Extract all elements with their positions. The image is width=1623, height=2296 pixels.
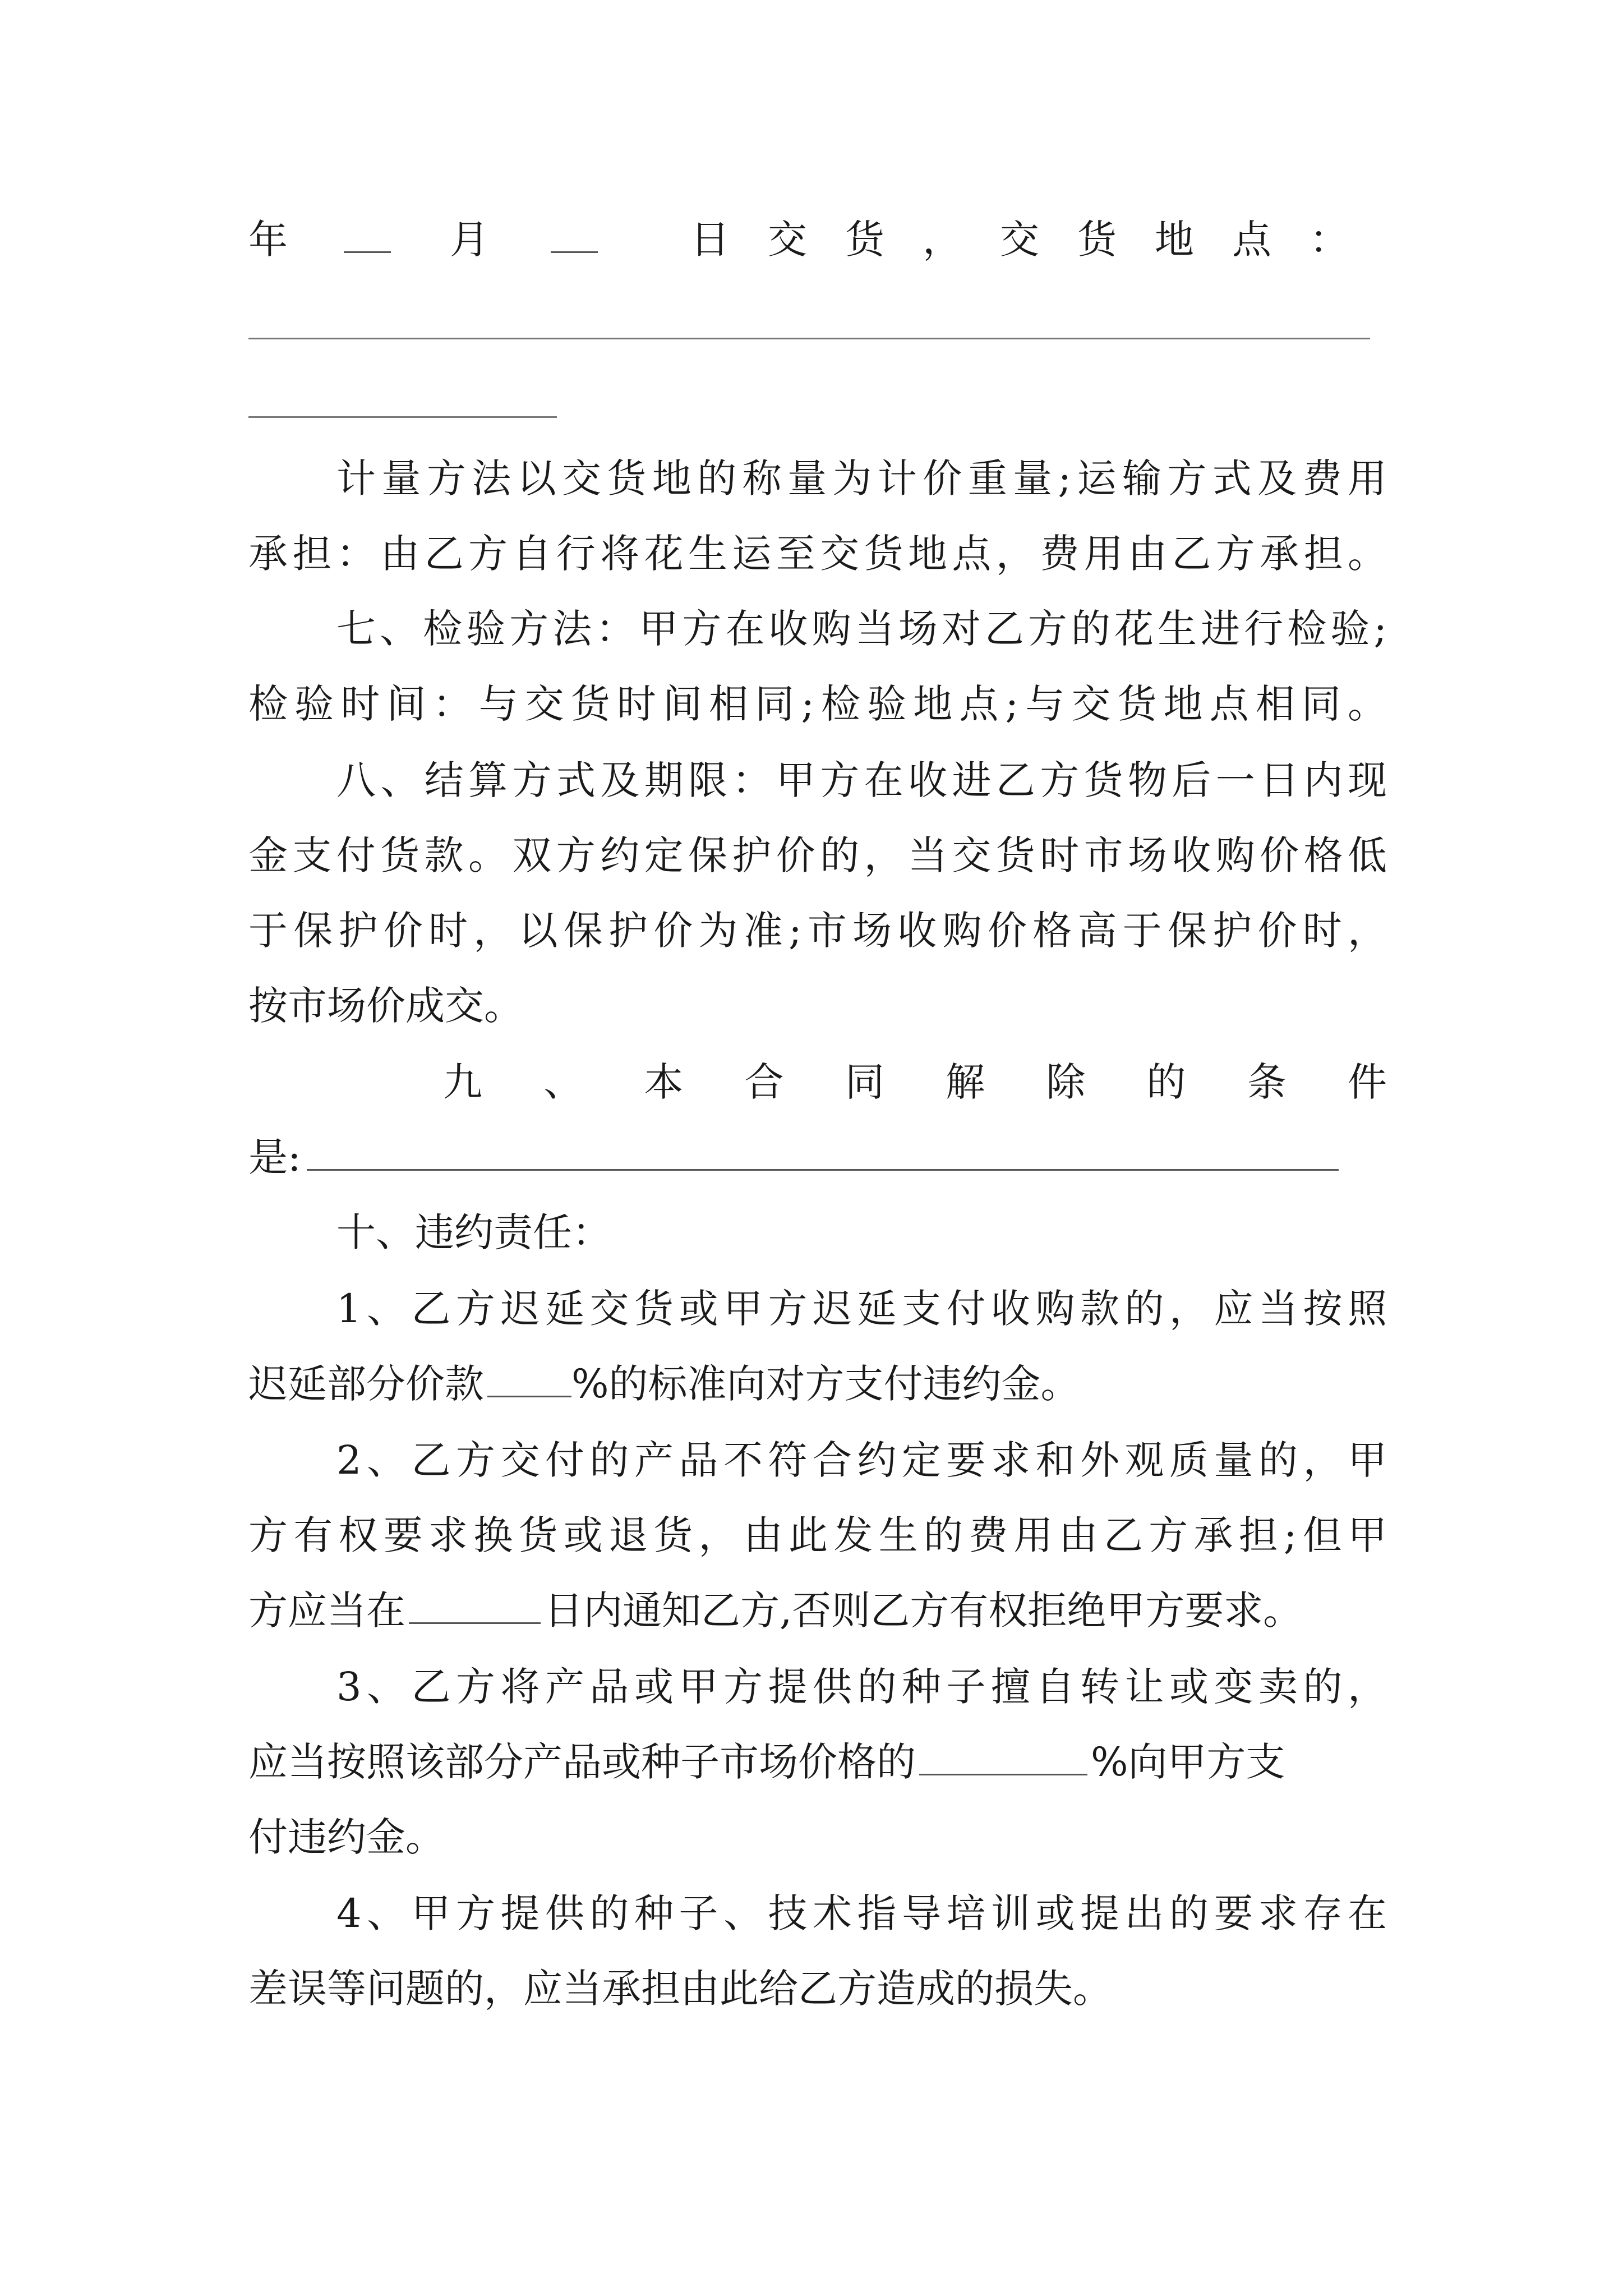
item-1-text-a: 迟延部分价款 <box>248 1361 484 1407</box>
section-7-line-1: 七、检验方法：甲方在收购当场对乙方的花生进行检验; <box>336 606 1387 652</box>
year-blank <box>344 217 391 253</box>
year-label: 年 <box>248 217 288 263</box>
item-2-line-1: 2、乙方交付的产品不符合约定要求和外观质量的，甲 <box>336 1437 1387 1483</box>
item-3-line-2 <box>248 1737 1387 1787</box>
item-1-line-2 <box>248 1359 1387 1409</box>
measure-line-1: 计量方法以交货地的称量为计价重量;运输方式及费用 <box>336 455 1387 501</box>
delivery-location-blank-1 <box>248 338 1370 339</box>
item-2-text-b: 日内通知乙方,否则乙方有权拒绝甲方要求。 <box>544 1588 1303 1634</box>
termination-condition-blank <box>307 1134 1339 1171</box>
section-9-line-2 <box>248 1132 1387 1182</box>
delivery-location-blank-2 <box>248 416 557 418</box>
month-blank <box>551 217 598 253</box>
measure-line-2: 承担：由乙方自行将花生运至交货地点，费用由乙方承担。 <box>248 531 1387 577</box>
notice-days-blank <box>409 1588 541 1624</box>
transfer-percent-blank <box>919 1739 1087 1775</box>
section-8-line-3: 于保护价时，以保护价为准;市场收购价格高于保护价时， <box>248 908 1387 954</box>
month-label: 月 <box>450 217 489 263</box>
penalty-percent-blank <box>487 1361 571 1397</box>
item-1-line-1: 1、乙方迟延交货或甲方迟延支付收购款的，应当按照 <box>336 1286 1387 1332</box>
delivery-date-line <box>248 214 1387 265</box>
delivery-location-label: 日交货，交货地点： <box>690 217 1387 263</box>
item-2-line-3 <box>248 1585 1387 1636</box>
item-3-line-1: 3、乙方将产品或甲方提供的种子擅自转让或变卖的， <box>336 1664 1387 1710</box>
item-3-text-b: %向甲方支 <box>1091 1739 1285 1785</box>
section-7-line-2: 检验时间：与交货时间相同;检验地点;与交货地点相同。 <box>248 681 1387 727</box>
item-2-line-2: 方有权要求换货或退货，由此发生的费用由乙方承担;但甲 <box>248 1512 1387 1558</box>
section-10-heading: 十、违约责任： <box>336 1209 611 1255</box>
section-8-line-2: 金支付货款。双方约定保护价的，当交货时市场收购价格低 <box>248 832 1387 878</box>
item-4-line-2: 差误等问题的，应当承担由此给乙方造成的损失。 <box>248 1966 1112 2012</box>
item-1-text-b: %的标准向对方支付违约金。 <box>571 1361 1080 1407</box>
item-4-line-1: 4、甲方提供的种子、技术指导培训或提出的要求存在 <box>336 1890 1387 1936</box>
item-2-text-a: 方应当在 <box>248 1588 405 1634</box>
item-3-text-a: 应当按照该部分产品或种子市场价格的 <box>248 1739 916 1785</box>
item-3-line-3: 付违约金。 <box>248 1814 445 1860</box>
section-9-line-1: 九、本合同解除的条件 <box>443 1059 1387 1105</box>
termination-condition-label: 是: <box>248 1134 301 1180</box>
section-8-line-1: 八、结算方式及期限：甲方在收进乙方货物后一日内现 <box>336 757 1387 803</box>
section-8-line-4: 按市场价成交。 <box>248 983 523 1029</box>
